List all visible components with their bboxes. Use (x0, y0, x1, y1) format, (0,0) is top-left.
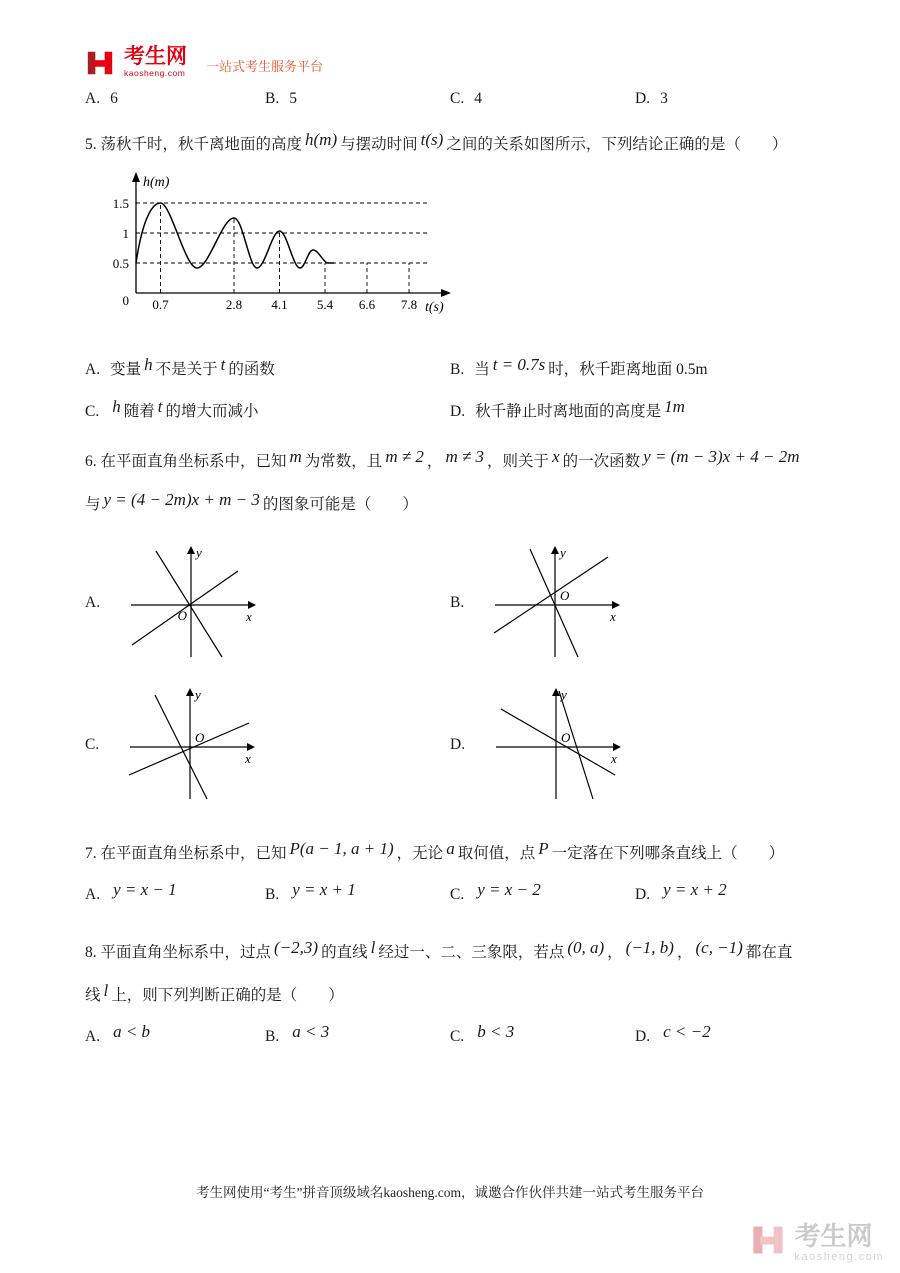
graph-option-c: C. y x O (85, 687, 450, 803)
watermark-logo (750, 1222, 884, 1263)
axis-y-label: y (561, 687, 567, 703)
text-fragment: 的图象可能是（ ） (262, 496, 418, 514)
graph-a-svg (126, 545, 258, 661)
axis-origin-label: O (195, 730, 205, 746)
text-fragment: 一定落在下列哪条直线上（ ） (551, 845, 785, 863)
x-tick: 2.8 (225, 297, 243, 313)
text-fragment: 的增大而减小 (165, 403, 259, 421)
x-tick: 6.6 (358, 297, 376, 313)
text-fragment: 取何值，点 (457, 845, 536, 863)
question8-options (85, 1021, 830, 1046)
question4-options (85, 90, 830, 108)
text-fragment: 7. 在平面直角坐标系中，已知 (85, 845, 287, 863)
text-fragment: 当 (474, 361, 490, 379)
watermark-logo-icon (750, 1222, 786, 1263)
x-tick: 4.1 (271, 297, 288, 313)
math-fragment: t(s) (420, 129, 444, 149)
option-item: A. a < b (85, 1021, 151, 1045)
text-fragment: ，则关于 (487, 453, 550, 471)
graph-option-d: D. y x O (450, 687, 830, 803)
graph-option-b: B. y x O (450, 545, 830, 661)
text-fragment: 都在直 (745, 944, 793, 962)
axis-y-label: y (196, 545, 202, 561)
text-fragment: ， (426, 453, 443, 471)
text-fragment: 时，秋千距离地面 0.5m (548, 361, 708, 379)
option-item: A. 6 (85, 89, 118, 107)
text-fragment: 线 (85, 986, 101, 1004)
option-item: D. 3 (635, 89, 668, 107)
text-fragment: 的一次函数 (562, 453, 641, 471)
axis-origin-label: O (561, 730, 571, 746)
chart-axes (136, 180, 443, 293)
axis-x-label: x (610, 609, 616, 625)
option-item: D. c < −2 (635, 1021, 711, 1045)
math-fragment: (−1, b) (625, 938, 674, 958)
chart-y-axis-label: h(m) (143, 175, 170, 191)
text-fragment: 与 (85, 496, 101, 514)
y-tick: 1 (122, 226, 129, 242)
option-item: C. h 随着 t 的增大而减小 (85, 397, 259, 421)
text-fragment: ， (676, 944, 693, 962)
question6-graphs-row1 (85, 545, 830, 661)
question6-stem-line2 (85, 490, 830, 519)
axis-x-label: x (611, 751, 617, 767)
text-fragment: ， (607, 944, 623, 962)
watermark-title: 考生网 (794, 1220, 873, 1251)
text-fragment: ，无论 (396, 845, 444, 863)
graph-b-svg (490, 545, 622, 661)
text-fragment: 6. 在平面直角坐标系中，已知 (85, 453, 287, 471)
axis-origin-label: O (177, 608, 188, 624)
question7-stem (85, 839, 830, 868)
kaosheng-logo-icon (85, 48, 115, 78)
logo-domain: kaosheng.com (124, 68, 186, 78)
watermark-domain: kaosheng.com (794, 1250, 884, 1263)
math-fragment: h(m) (305, 129, 338, 149)
graph-d-svg (491, 687, 623, 803)
option-item: C. b < 3 (450, 1021, 515, 1045)
text-fragment: 的函数 (228, 361, 275, 379)
y-tick: 0 (122, 293, 129, 309)
math-fragment: l (370, 938, 376, 958)
option-item: D. y = x + 2 (635, 880, 727, 904)
text-fragment: 为常数，且 (304, 453, 383, 471)
option-item: B. y = x + 1 (265, 880, 356, 904)
text-fragment: 随着 (123, 403, 155, 421)
question5-options-row1 (85, 357, 830, 379)
math-fragment: l (103, 980, 109, 1000)
option-item: B. 当 t = 0.7s 时，秋千距离地面 0.5m (450, 355, 708, 379)
question7-options (85, 880, 830, 904)
chart-x-axis-label: t(s) (425, 300, 444, 316)
math-fragment: t = 0.7s (492, 355, 546, 375)
text-fragment: 8. 平面直角坐标系中，过点 (85, 944, 272, 962)
question6-graphs-row2 (85, 687, 830, 803)
swing-curve (136, 203, 334, 268)
axis-x-label: x (246, 609, 252, 625)
y-tick: 1.5 (112, 196, 129, 212)
text-fragment: 之间的关系如图所示，下列结论正确的是（ ） (446, 135, 788, 153)
text-fragment: 不是关于 (155, 361, 218, 379)
text-fragment: 的直线 (321, 944, 368, 962)
text-fragment: 5. 荡秋千时，秋千离地面的高度 (85, 135, 303, 153)
option-item: C. 4 (450, 89, 482, 107)
math-fragment: (0, a) (567, 938, 605, 958)
math-fragment: P (538, 839, 549, 859)
option-item: B. a < 3 (265, 1021, 330, 1045)
math-fragment: a (446, 839, 455, 859)
math-fragment: x (552, 447, 560, 467)
math-fragment: h (112, 397, 121, 417)
graph-option-a: A. y x O (85, 545, 450, 661)
axis-y-label: y (560, 545, 566, 561)
math-fragment: (c, −1) (695, 938, 743, 958)
text-fragment: 经过一、二、三象限，若点 (378, 944, 565, 962)
math-fragment: P(a − 1, a + 1) (289, 839, 394, 859)
question5-options-row2 (85, 399, 830, 421)
question6-stem-line1 (85, 447, 830, 476)
axis-origin-label: O (560, 588, 570, 604)
math-fragment: h (144, 355, 153, 375)
option-item: B. 5 (265, 89, 297, 107)
text-fragment: 上，则下列判断正确的是（ ） (111, 986, 344, 1004)
math-fragment: 1m (664, 397, 685, 417)
option-item: A. y = x − 1 (85, 880, 177, 904)
logo-title: 考生网 (124, 45, 187, 68)
math-fragment: m ≠ 3 (445, 447, 485, 467)
math-fragment: y = (4 − 2m)x + m − 3 (103, 490, 260, 510)
text-fragment: 秋千静止时离地面的高度是 (475, 403, 662, 421)
axis-y-label: y (195, 687, 201, 703)
text-fragment: 变量 (110, 361, 142, 379)
option-item: A. 变量 h 不是关于 t 的函数 (85, 355, 275, 379)
chart-gridlines (136, 203, 429, 293)
swing-height-chart (91, 168, 830, 331)
question5-stem (85, 130, 830, 159)
math-fragment: m (289, 447, 302, 467)
text-fragment: 与摆动时间 (340, 135, 418, 153)
math-fragment: y = (m − 3)x + 4 − 2m (643, 447, 800, 467)
footer-note: 考生网使用“考生”拼音顶级域名kaosheng.com，诚邀合作伙伴共建一站式考生服务平台 (195, 1185, 705, 1200)
x-tick: 0.7 (152, 297, 169, 313)
math-fragment: (−2,3) (274, 938, 319, 958)
x-tick: 5.4 (316, 297, 334, 313)
math-fragment: t (157, 397, 163, 417)
option-item: C. y = x − 2 (450, 880, 541, 904)
y-tick: 0.5 (112, 256, 129, 272)
graph-c-svg (125, 687, 257, 803)
question8-stem-line2 (85, 981, 830, 1010)
math-fragment: t (220, 355, 226, 375)
site-header (85, 46, 830, 78)
question8-stem-line1 (85, 938, 830, 967)
math-fragment: m ≠ 2 (385, 447, 424, 467)
axis-x-label: x (245, 751, 251, 767)
x-tick: 7.8 (400, 297, 418, 313)
kaosheng-logo (124, 46, 187, 78)
logo-tagline: 一站式考生服务平台 (206, 58, 324, 74)
option-item: D. 秋千静止时离地面的高度是 1m (450, 399, 830, 421)
